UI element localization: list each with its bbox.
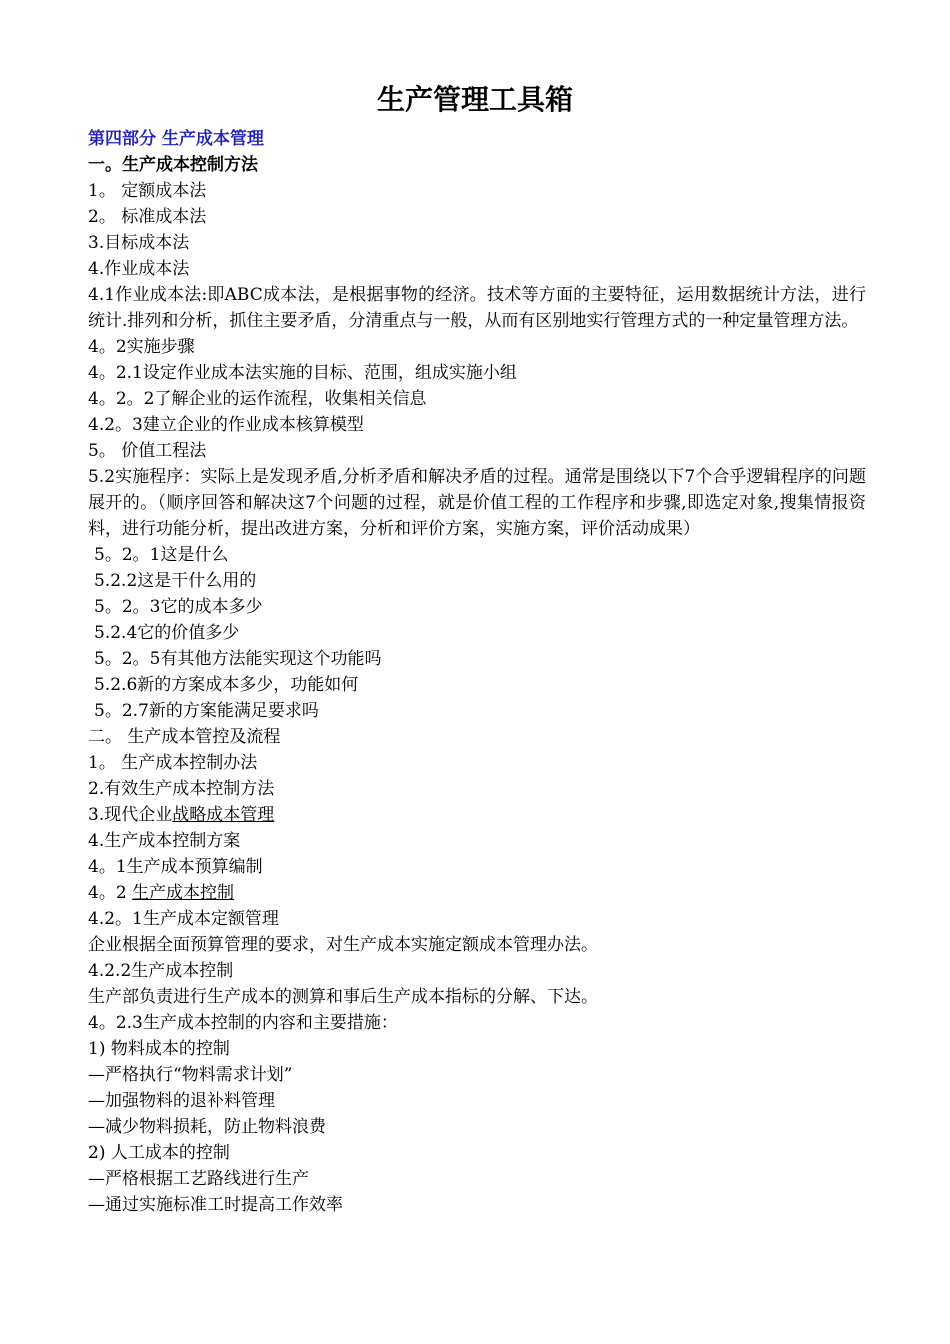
text-line: 5。 价值工程法 <box>88 441 207 461</box>
list-item: 5.2.2这是干什么用的 <box>94 571 257 591</box>
text-line: 3.目标成本法 <box>88 233 190 253</box>
list-item: 5。2.7新的方案能满足要求吗 <box>94 701 319 721</box>
text-line: 2) 人工成本的控制 <box>88 1143 230 1163</box>
text-line: 1。 生产成本控制办法 <box>88 753 258 773</box>
text-line: 生产部负责进行生产成本的测算和事后生产成本指标的分解、下达。 <box>88 987 598 1007</box>
list-item: 5。2。1这是什么 <box>94 545 229 565</box>
text-line: 4.生产成本控制方案 <box>88 831 241 851</box>
list-item: 5。2。3它的成本多少 <box>94 597 263 617</box>
text-line: 4。2实施步骤 <box>88 337 195 357</box>
text-line: 4.2.2生产成本控制 <box>88 961 234 981</box>
text-line: 4.2。3建立企业的作业成本核算模型 <box>88 415 364 435</box>
text-line: 1) 物料成本的控制 <box>88 1039 230 1059</box>
text-line: —减少物料损耗，防止物料浪费 <box>88 1117 326 1137</box>
text-line: 4。2.1设定作业成本法实施的目标、范围，组成实施小组 <box>88 363 517 383</box>
text-line: —加强物料的退补料管理 <box>88 1091 275 1111</box>
text-line: 4.2。1生产成本定额管理 <box>88 909 279 929</box>
text-line: 4.作业成本法 <box>88 259 190 279</box>
list-item: 5.2.4它的价值多少 <box>94 623 240 643</box>
text-line <box>88 802 866 828</box>
text-line: —严格执行“物料需求计划” <box>88 1065 293 1085</box>
text-line: 2.有效生产成本控制方法 <box>88 779 275 799</box>
document-body <box>88 152 866 1218</box>
paragraph: 4.1作业成本法:即ABC成本法，是根据事物的经济。技术等方面的主要特征，运用数据统计方法，进行统计.排列和分析，抓住主要矛盾，分清重点与一般，从而有区别地实行管理方式的一种定量管理方法。 <box>88 285 866 331</box>
text-line: 4。2.3生产成本控制的内容和主要措施： <box>88 1013 398 1033</box>
text-line: 企业根据全面预算管理的要求，对生产成本实施定额成本管理办法。 <box>88 935 598 955</box>
text-line <box>88 880 866 906</box>
text-line: 2。 标准成本法 <box>88 207 207 227</box>
document-title: 生产管理工具箱 <box>376 83 573 116</box>
text-line: 1。 定额成本法 <box>88 181 207 201</box>
list-item: 5.2.6新的方案成本多少，功能如何 <box>94 675 359 695</box>
text-segment: 4。2 <box>88 883 133 903</box>
text-line: —通过实施标准工时提高工作效率 <box>88 1195 343 1215</box>
text-line: 4。2。2了解企业的运作流程，收集相关信息 <box>88 389 427 409</box>
underlined-link[interactable]: 战略成本管理 <box>172 805 275 825</box>
list-item: 5。2。5有其他方法能实现这个功能吗 <box>94 649 382 669</box>
underlined-link[interactable]: 生产成本控制 <box>132 883 235 903</box>
paragraph: 5.2实施程序：实际上是发现矛盾,分析矛盾和解决矛盾的过程。通常是围绕以下7个合乎逻辑程序的问题展开的。（顺序回答和解决这7个问题的过程，就是价值工程的工作程序和步骤,即选定对象,搜集情报资料，进行功能分析，提出改进方案，分析和评价方案，实施方案，评价活动成果） <box>88 467 866 539</box>
text-line: 二。 生产成本管控及流程 <box>88 727 281 747</box>
section-heading: 第四部分 生产成本管理 <box>88 129 264 149</box>
text-line: 4。1生产成本预算编制 <box>88 857 263 877</box>
subheading: 一。生产成本控制方法 <box>88 155 258 175</box>
text-segment: 3.现代企业 <box>88 805 173 825</box>
text-line: —严格根据工艺路线进行生产 <box>88 1169 309 1189</box>
